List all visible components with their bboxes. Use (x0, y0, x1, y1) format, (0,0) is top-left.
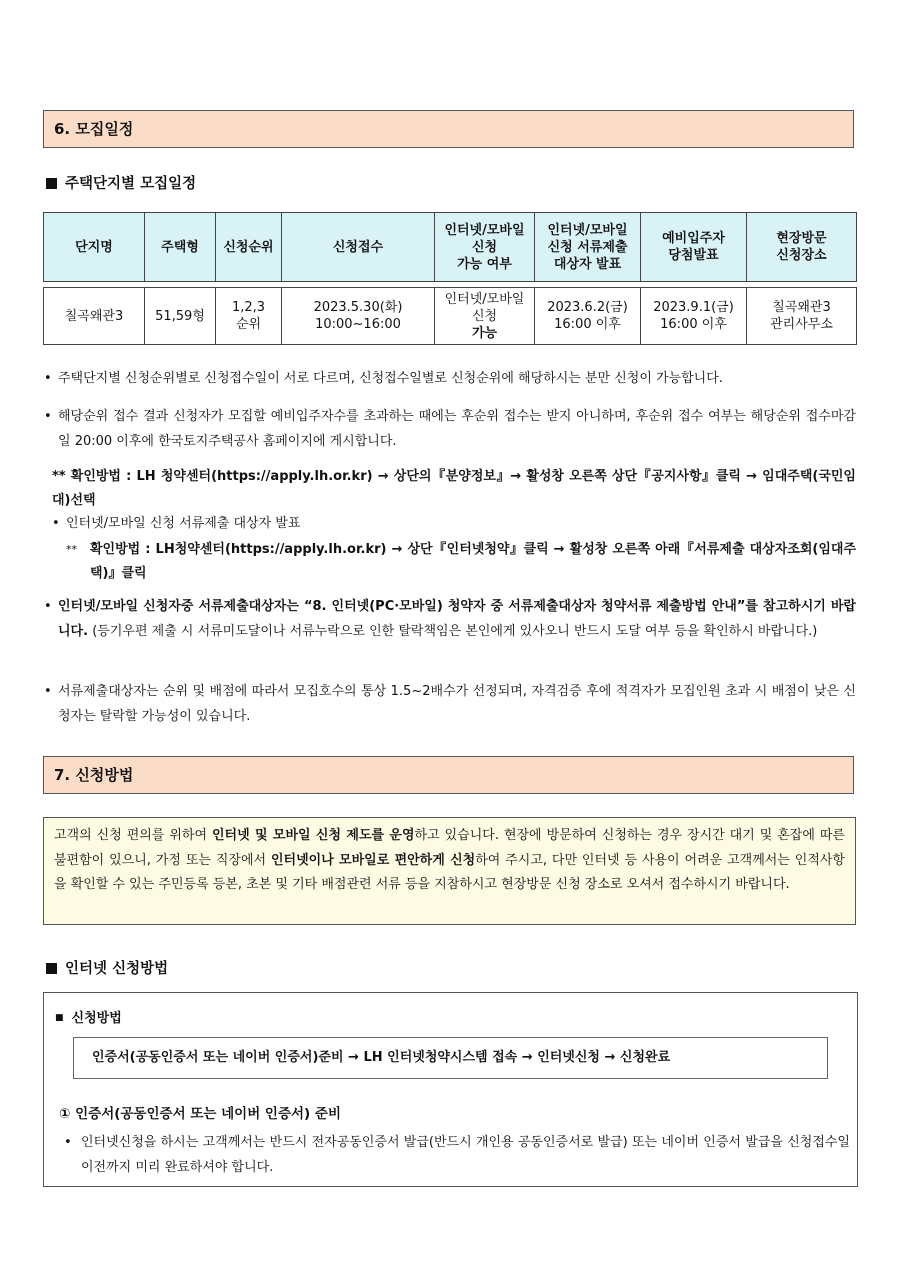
bullet-item: • 인터넷신청을 하시는 고객께서는 반드시 전자공동인증서 발급(반드시 개인용 공동인증서로 발급) 또는 네이버 인증서 발급을 신청접수일 이전까지 미리 완료하셔야 합니다. (64, 1135, 850, 1175)
rank-cell: 1,2,3 순위 (216, 288, 282, 345)
section-7-title: 7. 신청방법 (54, 766, 134, 784)
header-cell: 단지명 (44, 213, 145, 282)
bullet-item: • 서류제출대상자는 순위 및 배점에 따라서 모집호수의 통상 1.5~2배수가 선정되며, 자격검증 후에 적격자가 모집인원 초과 시 배점이 낮은 신청자는 탈락할 가능성이 있습니다. (44, 684, 856, 724)
application-flow-box (73, 1037, 828, 1079)
intro-notice-box: 고객의 신청 편의를 위하여 인터넷 및 모바일 신청 제도를 운영하고 있습니다. 현장에 방문하여 신청하는 경우 장시간 대기 및 혼잡에 따른 불편함이 있으니, 가정 또는 직장에서 인터넷이나 모바일로 편안하게 신청하여 주시고, 다만 인터넷 등 사용이 어려운 고객께서는 인적사항을 확인할 수 있는 주민등록 등본, 초본 및 기타 배점관련 서류 등을 지참하시고 현장방문 신청 장소로 오셔서 접수하시기 바랍니다. (43, 817, 856, 925)
bullet-item: • 해당순위 접수 결과 신청자가 모집할 예비입주자수를 초과하는 때에는 후순위 접수는 받지 아니하며, 후순위 접수 여부는 해당순위 접수마감일 20:00 이후에 한국토지주택공사 홈페이지에 게시합니다. (44, 409, 856, 449)
winner-announce-cell: 2023.9.1(금) 16:00 이후 (641, 288, 747, 345)
bullet-item: • 인터넷/모바일 신청 서류제출 대상자 발표 (52, 516, 301, 531)
complex-name-cell: 칠곡왜관3 (44, 288, 145, 345)
square-bullet-icon (46, 963, 57, 974)
section-7-header (43, 756, 854, 794)
square-bullet-icon (46, 178, 57, 189)
header-cell: 현장방문 신청장소 (747, 213, 857, 282)
header-cell: 신청순위 (216, 213, 282, 282)
header-cell: 인터넷/모바일 신청 서류제출 대상자 발표 (535, 213, 641, 282)
header-cell: 신청접수 (282, 213, 435, 282)
internet-subtitle: 인터넷 신청방법 (65, 961, 169, 977)
house-type-cell: 51,59형 (145, 288, 216, 345)
schedule-subheading (46, 172, 196, 193)
online-availability-cell: 인터넷/모바일 신청 가능 (435, 288, 535, 345)
reception-cell: 2023.5.30(화) 10:00~16:00 (282, 288, 435, 345)
section-6-header (43, 110, 854, 148)
schedule-table (43, 212, 857, 345)
table-header-row (44, 213, 857, 282)
header-cell: 주택형 (145, 213, 216, 282)
application-flow: 인증서(공동인증서 또는 네이버 인증서)준비 → LH 인터넷청약시스템 접속 → 인터넷신청 → 신청완료 (92, 1050, 671, 1065)
bullet-item: • 인터넷/모바일 신청자중 서류제출대상자는 “8. 인터넷(PC·모바일) 청약자 중 서류제출대상자 청약서류 제출방법 안내”를 참고하시기 바랍니다. (등기우편 제출 시 서류미도달이나 서류누락으로 인한 탈락책임은 본인에게 있사오니 반드시 도달 여부 등을 확인하시 바랍니다.) (44, 599, 856, 639)
schedule-subtitle: 주택단지별 모집일정 (65, 176, 197, 192)
header-cell: 예비입주자 당첨발표 (641, 213, 747, 282)
internet-subheading (46, 957, 168, 978)
bullet-item: • 주택단지별 신청순위별로 신청접수일이 서로 다르며, 신청접수일별로 신청순위에 해당하시는 분만 신청이 가능합니다. (44, 371, 723, 386)
method-label: ■ 신청방법 (55, 1011, 122, 1026)
visit-place-cell: 칠곡왜관3 관리사무소 (747, 288, 857, 345)
section-6-title: 6. 모집일정 (54, 120, 134, 138)
header-cell: 인터넷/모바일 신청 가능 여부 (435, 213, 535, 282)
confirm-note-2: ** 확인방법 : LH청약센터(https://apply.lh.or.kr) → 상단『인터넷청약』클릭 → 활성창 오른쪽 아래『서류제출 대상자조회(임대주택)』클릭 (66, 542, 856, 581)
step-1-title: ① 인증서(공동인증서 또는 네이버 인증서) 준비 (59, 1106, 342, 1122)
table-row (44, 288, 857, 345)
doc-announce-cell: 2023.6.2(금) 16:00 이후 (535, 288, 641, 345)
small-square-icon: ■ (55, 1013, 64, 1023)
confirm-note-1: ** 확인방법 : LH 청약센터(https://apply.lh.or.kr) → 상단의『분양정보』→ 활성창 오른쪽 상단『공지사항』클릭 → 임대주택(국민임대)선택 (52, 469, 856, 508)
